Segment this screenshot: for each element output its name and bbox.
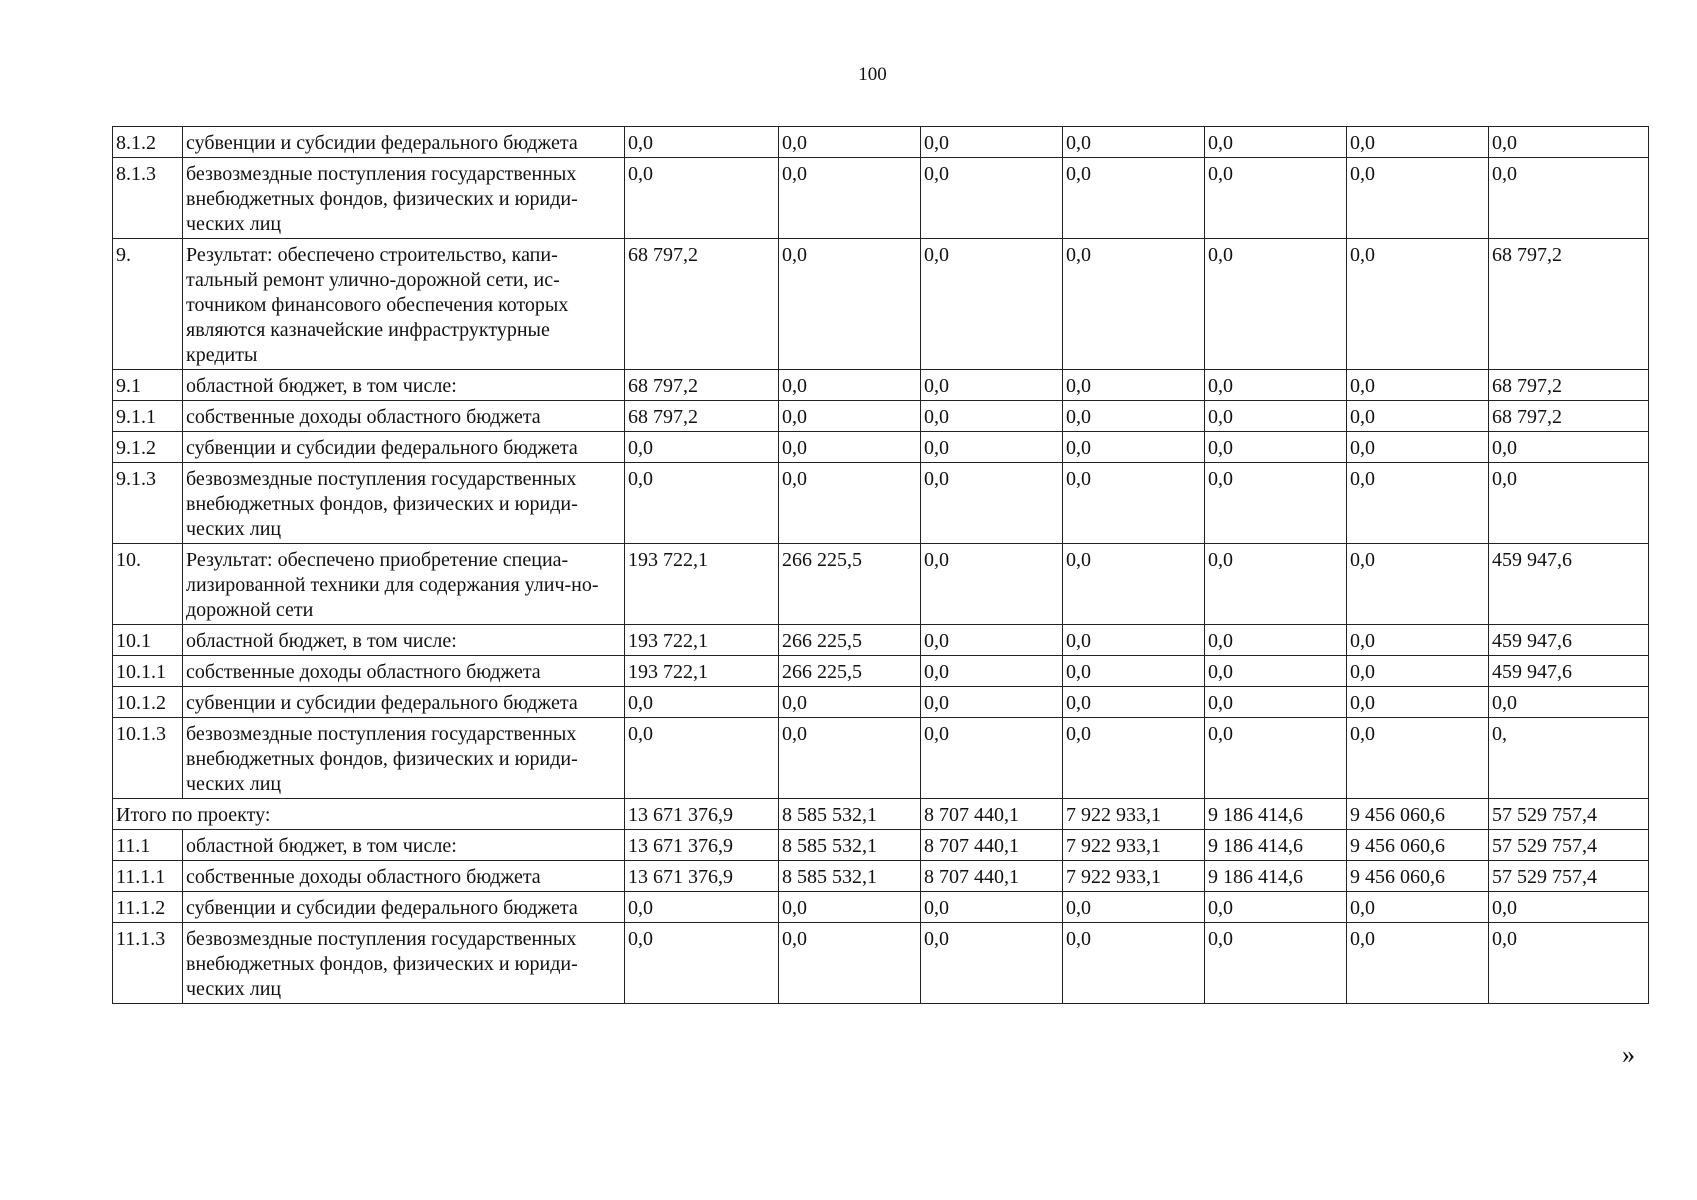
value-cell: 459 947,6 (1489, 625, 1649, 656)
value-cell: 0,0 (921, 656, 1063, 687)
value-cell: 459 947,6 (1489, 544, 1649, 625)
value-cell: 0,0 (1205, 923, 1347, 1004)
row-number-cell: 9.1.1 (113, 401, 183, 432)
row-name-cell: областной бюджет, в том числе: (183, 830, 625, 861)
table-row (113, 861, 1649, 892)
value-cell: 8 585 532,1 (779, 861, 921, 892)
value-cell: 0,0 (1063, 463, 1205, 544)
row-name-cell: Результат: обеспечено строительство, капи-тальный ремонт улично-дорожной сети, ис-точником финансового обеспечения которых являются казначейские инфраструктурные кредиты (183, 239, 625, 370)
value-cell: 0,0 (1063, 544, 1205, 625)
value-cell: 0,0 (1205, 687, 1347, 718)
row-number-cell: 9.1 (113, 370, 183, 401)
row-number-cell: 10.1.3 (113, 718, 183, 799)
value-cell: 0,0 (779, 127, 921, 158)
value-cell: 0,0 (779, 463, 921, 544)
value-cell: 0,0 (921, 687, 1063, 718)
table-row (113, 401, 1649, 432)
value-cell: 266 225,5 (779, 625, 921, 656)
value-cell: 0,0 (1063, 656, 1205, 687)
value-cell: 0,0 (779, 158, 921, 239)
value-cell: 0,0 (1347, 401, 1489, 432)
value-cell: 0,0 (1347, 370, 1489, 401)
value-cell: 0,0 (625, 923, 779, 1004)
value-cell: 0,0 (1347, 687, 1489, 718)
page-number: 100 (858, 64, 887, 85)
row-name-cell: субвенции и субсидии федерального бюджета (183, 127, 625, 158)
value-cell: 0,0 (1205, 158, 1347, 239)
value-cell: 68 797,2 (625, 239, 779, 370)
table-row (113, 923, 1649, 1004)
value-cell: 57 529 757,4 (1489, 830, 1649, 861)
value-cell: 0,0 (1205, 370, 1347, 401)
value-cell: 0,0 (625, 127, 779, 158)
total-row (113, 799, 1649, 830)
value-cell: 57 529 757,4 (1489, 861, 1649, 892)
row-name-cell: безвозмездные поступления государственных внебюджетных фондов, физических и юриди-ческих лиц (183, 923, 625, 1004)
value-cell: 0,0 (1347, 127, 1489, 158)
value-cell: 0,0 (1347, 432, 1489, 463)
value-cell: 0,0 (1489, 127, 1649, 158)
table-row (113, 625, 1649, 656)
table-row (113, 432, 1649, 463)
value-cell: 0,0 (1063, 401, 1205, 432)
value-cell: 0,0 (1063, 158, 1205, 239)
row-name-cell: безвозмездные поступления государственных внебюджетных фондов, физических и юриди-ческих лиц (183, 158, 625, 239)
value-cell: 68 797,2 (1489, 370, 1649, 401)
row-number-cell: 10.1 (113, 625, 183, 656)
value-cell: 13 671 376,9 (625, 861, 779, 892)
value-cell: 0,0 (625, 463, 779, 544)
value-cell: 68 797,2 (625, 370, 779, 401)
row-number-cell: 8.1.3 (113, 158, 183, 239)
value-cell: 0,0 (1063, 923, 1205, 1004)
total-label-cell: Итого по проекту: (113, 799, 625, 830)
value-cell: 0,0 (1489, 923, 1649, 1004)
value-cell: 0,0 (779, 718, 921, 799)
row-number-cell: 9.1.2 (113, 432, 183, 463)
value-cell: 0,0 (779, 687, 921, 718)
value-cell: 0,0 (1347, 463, 1489, 544)
table-row (113, 544, 1649, 625)
value-cell: 0,0 (779, 432, 921, 463)
row-name-cell: субвенции и субсидии федерального бюджета (183, 687, 625, 718)
value-cell: 0,0 (1347, 656, 1489, 687)
value-cell: 68 797,2 (1489, 401, 1649, 432)
value-cell: 0,0 (1063, 625, 1205, 656)
row-name-cell: безвозмездные поступления государственных внебюджетных фондов, физических и юриди-ческих лиц (183, 463, 625, 544)
value-cell: 0,0 (1205, 463, 1347, 544)
value-cell: 0,0 (1063, 239, 1205, 370)
value-cell: 0,0 (1205, 892, 1347, 923)
table-row (113, 239, 1649, 370)
value-cell: 7 922 933,1 (1063, 830, 1205, 861)
value-cell: 0,0 (1347, 239, 1489, 370)
value-cell: 0,0 (921, 370, 1063, 401)
value-cell: 0, (1489, 718, 1649, 799)
value-cell: 0,0 (1347, 923, 1489, 1004)
value-cell: 0,0 (921, 432, 1063, 463)
row-name-cell: Результат: обеспечено приобретение специа-лизированной техники для содержания улич-но-дорожной сети (183, 544, 625, 625)
row-number-cell: 11.1.3 (113, 923, 183, 1004)
value-cell: 9 456 060,6 (1347, 799, 1489, 830)
row-number-cell: 9.1.3 (113, 463, 183, 544)
row-name-cell: собственные доходы областного бюджета (183, 861, 625, 892)
value-cell: 0,0 (779, 401, 921, 432)
value-cell: 0,0 (1063, 892, 1205, 923)
value-cell: 0,0 (921, 718, 1063, 799)
value-cell: 0,0 (779, 370, 921, 401)
value-cell: 9 186 414,6 (1205, 830, 1347, 861)
value-cell: 0,0 (1205, 401, 1347, 432)
value-cell: 0,0 (921, 463, 1063, 544)
value-cell: 0,0 (1489, 687, 1649, 718)
value-cell: 68 797,2 (625, 401, 779, 432)
value-cell: 7 922 933,1 (1063, 799, 1205, 830)
row-name-cell: собственные доходы областного бюджета (183, 401, 625, 432)
row-name-cell: областной бюджет, в том числе: (183, 370, 625, 401)
budget-table (112, 126, 1649, 1004)
row-number-cell: 8.1.2 (113, 127, 183, 158)
value-cell: 9 456 060,6 (1347, 861, 1489, 892)
value-cell: 0,0 (779, 923, 921, 1004)
table-row (113, 370, 1649, 401)
table-row (113, 127, 1649, 158)
value-cell: 0,0 (625, 158, 779, 239)
value-cell: 68 797,2 (1489, 239, 1649, 370)
value-cell: 0,0 (921, 401, 1063, 432)
value-cell: 0,0 (921, 239, 1063, 370)
table-row (113, 830, 1649, 861)
value-cell: 0,0 (1347, 158, 1489, 239)
value-cell: 0,0 (1205, 432, 1347, 463)
value-cell: 0,0 (779, 239, 921, 370)
row-name-cell: субвенции и субсидии федерального бюджета (183, 432, 625, 463)
value-cell: 193 722,1 (625, 656, 779, 687)
budget-table-body (113, 127, 1649, 1004)
value-cell: 8 707 440,1 (921, 799, 1063, 830)
value-cell: 0,0 (1205, 544, 1347, 625)
value-cell: 459 947,6 (1489, 656, 1649, 687)
value-cell: 0,0 (1489, 432, 1649, 463)
value-cell: 0,0 (1347, 718, 1489, 799)
value-cell: 0,0 (921, 127, 1063, 158)
table-row (113, 158, 1649, 239)
value-cell: 193 722,1 (625, 625, 779, 656)
closing-quote-mark: » (1622, 1040, 1635, 1069)
table-row (113, 687, 1649, 718)
value-cell: 0,0 (1063, 127, 1205, 158)
row-name-cell: безвозмездные поступления государственных внебюджетных фондов, физических и юриди-ческих лиц (183, 718, 625, 799)
value-cell: 0,0 (1205, 127, 1347, 158)
value-cell: 9 186 414,6 (1205, 861, 1347, 892)
value-cell: 8 707 440,1 (921, 830, 1063, 861)
value-cell: 0,0 (625, 432, 779, 463)
row-name-cell: собственные доходы областного бюджета (183, 656, 625, 687)
row-name-cell: областной бюджет, в том числе: (183, 625, 625, 656)
value-cell: 7 922 933,1 (1063, 861, 1205, 892)
value-cell: 0,0 (779, 892, 921, 923)
value-cell: 0,0 (1489, 892, 1649, 923)
row-number-cell: 11.1 (113, 830, 183, 861)
value-cell: 0,0 (1489, 158, 1649, 239)
value-cell: 0,0 (1063, 687, 1205, 718)
value-cell: 0,0 (625, 718, 779, 799)
value-cell: 0,0 (921, 544, 1063, 625)
row-number-cell: 11.1.2 (113, 892, 183, 923)
value-cell: 8 585 532,1 (779, 830, 921, 861)
value-cell: 0,0 (921, 158, 1063, 239)
row-number-cell: 11.1.1 (113, 861, 183, 892)
value-cell: 0,0 (1063, 718, 1205, 799)
table-row (113, 656, 1649, 687)
table-row (113, 463, 1649, 544)
value-cell: 0,0 (1205, 239, 1347, 370)
value-cell: 0,0 (1063, 432, 1205, 463)
row-number-cell: 10. (113, 544, 183, 625)
row-name-cell: субвенции и субсидии федерального бюджета (183, 892, 625, 923)
value-cell: 13 671 376,9 (625, 799, 779, 830)
value-cell: 57 529 757,4 (1489, 799, 1649, 830)
value-cell: 0,0 (1205, 718, 1347, 799)
value-cell: 0,0 (1205, 656, 1347, 687)
value-cell: 266 225,5 (779, 544, 921, 625)
value-cell: 0,0 (1347, 625, 1489, 656)
value-cell: 193 722,1 (625, 544, 779, 625)
value-cell: 13 671 376,9 (625, 830, 779, 861)
value-cell: 0,0 (1347, 544, 1489, 625)
value-cell: 0,0 (1205, 625, 1347, 656)
row-number-cell: 10.1.1 (113, 656, 183, 687)
value-cell: 9 186 414,6 (1205, 799, 1347, 830)
value-cell: 8 585 532,1 (779, 799, 921, 830)
value-cell: 0,0 (921, 625, 1063, 656)
value-cell: 9 456 060,6 (1347, 830, 1489, 861)
value-cell: 0,0 (625, 687, 779, 718)
value-cell: 0,0 (921, 923, 1063, 1004)
value-cell: 266 225,5 (779, 656, 921, 687)
value-cell: 0,0 (1347, 892, 1489, 923)
value-cell: 0,0 (921, 892, 1063, 923)
value-cell: 0,0 (625, 892, 779, 923)
row-number-cell: 10.1.2 (113, 687, 183, 718)
value-cell: 8 707 440,1 (921, 861, 1063, 892)
table-row (113, 718, 1649, 799)
table-row (113, 892, 1649, 923)
value-cell: 0,0 (1489, 463, 1649, 544)
row-number-cell: 9. (113, 239, 183, 370)
value-cell: 0,0 (1063, 370, 1205, 401)
